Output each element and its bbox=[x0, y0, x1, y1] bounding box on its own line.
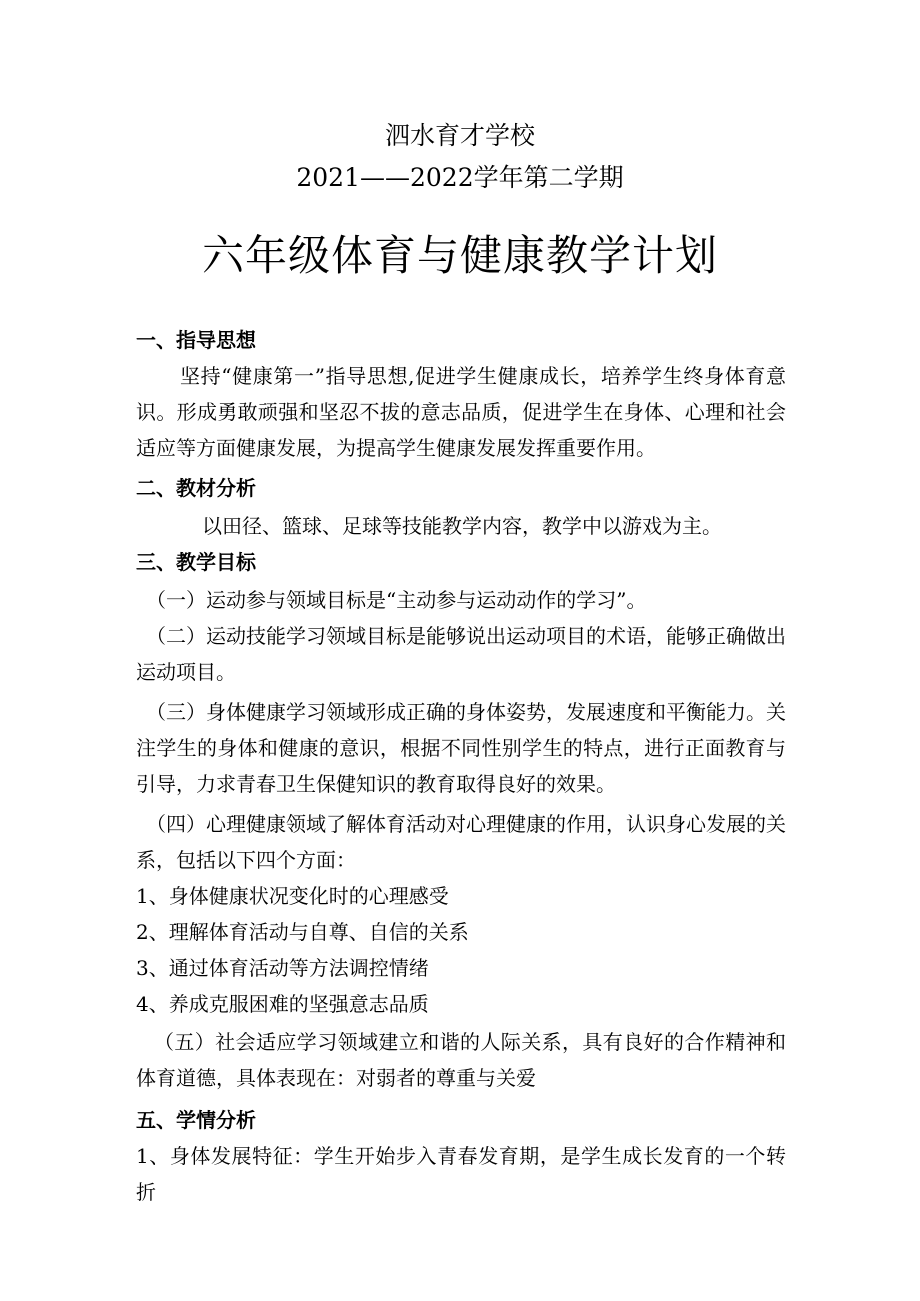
school-name: 泗水育才学校 bbox=[384, 121, 535, 150]
goal-3: （三）身体健康学习领域形成正确的身体姿势，发展速度和平衡能力。关注学生的身体和健康的意识，根据不同性别学生的特点，进行正面教育与引导，力求青春卫生保健知识的教育取得良好的效果。 bbox=[136, 700, 786, 796]
list-item-2: 2、理解体育活动与自尊、自信的关系 bbox=[136, 920, 469, 944]
heading-guiding: 一、指导思想 bbox=[136, 328, 256, 352]
paragraph-materials: 以田径、篮球、足球等技能教学内容，教学中以游戏为主。 bbox=[202, 514, 722, 538]
list-item-1: 1、身体健康状况变化时的心理感受 bbox=[136, 884, 449, 908]
goal-4: （四）心理健康领域了解体育活动对心理健康的作用，认识身心发展的关系，包括以下四个方面： bbox=[136, 812, 786, 872]
goal-1: （一）运动参与领域目标是“主动参与运动动作的学习”。 bbox=[146, 588, 647, 612]
heading-materials: 二、教材分析 bbox=[136, 476, 256, 500]
list-item-3: 3、通过体育活动等方法调控情绪 bbox=[136, 956, 429, 980]
paragraph-students: 1、身体发展特征：学生开始步入青春发育期，是学生成长发育的一个转折 bbox=[136, 1144, 786, 1204]
heading-goals: 三、教学目标 bbox=[136, 550, 256, 574]
paragraph-guiding: 坚持“健康第一”指导思想,促进学生健康成长，培养学生终身体育意识。形成勇敢顽强和坚忍不拔的意志品质，促进学生在身体、心理和社会适应等方面健康发展，为提高学生健康发展发挥重要作用。 bbox=[136, 364, 786, 460]
list-item-4: 4、养成克服困难的坚强意志品质 bbox=[136, 992, 429, 1016]
goal-2: （二）运动技能学习领域目标是能够说出运动项目的术语，能够正确做出运动项目。 bbox=[136, 624, 786, 684]
term-label: 2021——2022学年第二学期 bbox=[296, 163, 624, 192]
page-title: 六年级体育与健康教学计划 bbox=[201, 231, 718, 280]
goal-5: （五）社会适应学习领域建立和谐的人际关系，具有良好的合作精神和体育道德，具体表现在：对弱者的尊重与关爱 bbox=[136, 1030, 786, 1090]
heading-students: 五、学情分析 bbox=[136, 1108, 256, 1132]
